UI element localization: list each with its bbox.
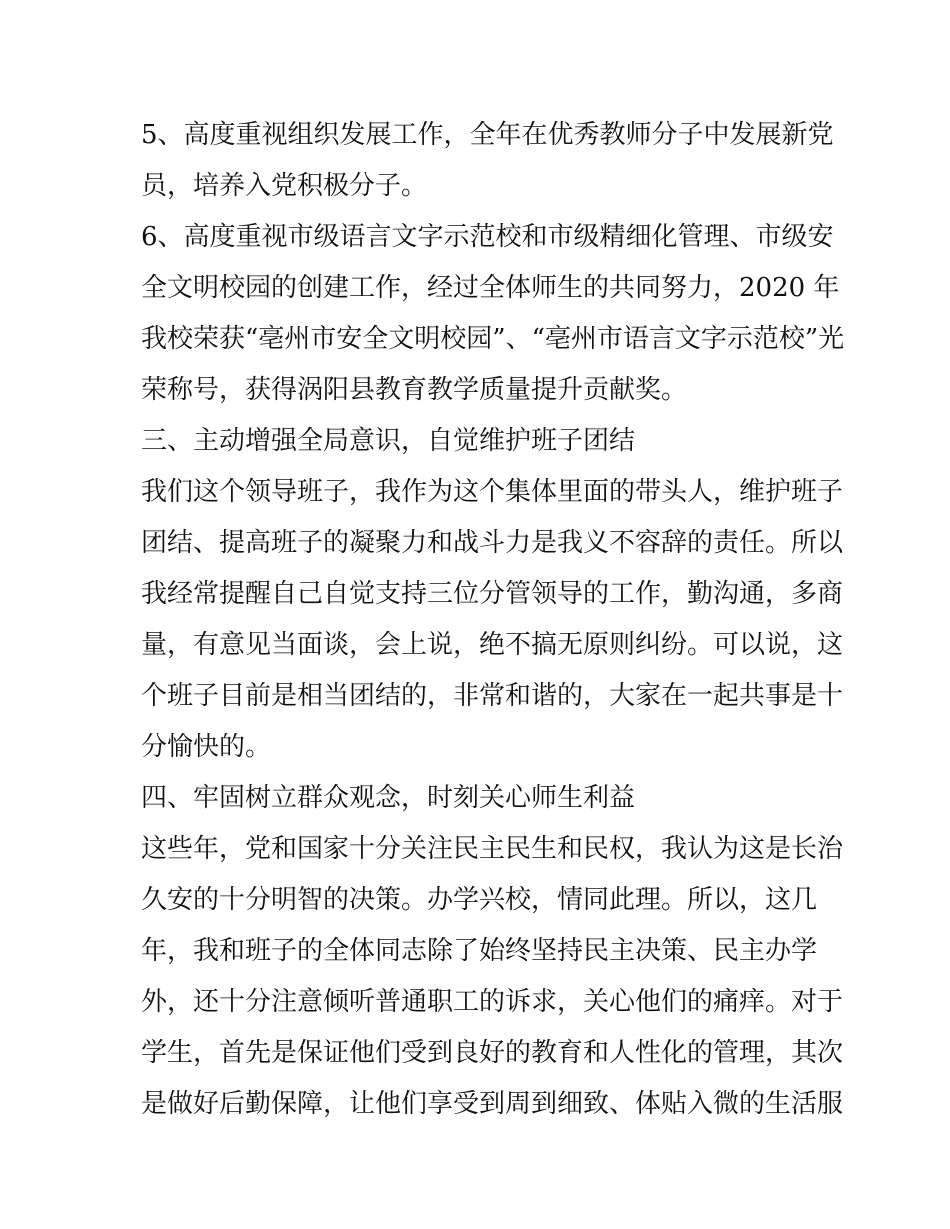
text-line: 员，培养入党积极分子。 [141, 171, 428, 201]
text-line: 学生，首先是保证他们受到良好的教育和人性化的管理，其次 [141, 1038, 844, 1068]
text-line: 这些年，党和国家十分关注民主民生和民权，我认为这是长治 [141, 834, 844, 864]
text-line: 全文明校园的创建工作，经过全体师生的共同努力，2020 年 [141, 273, 840, 303]
text-line: 荣称号，获得涡阳县教育教学质量提升贡献奖。 [141, 375, 688, 405]
text-line: 分愉快的。 [141, 732, 272, 762]
text-line: 年，我和班子的全体同志除了始终坚持民主决策、民主办学 [141, 936, 818, 966]
body-text [141, 110, 845, 1130]
text-line: 我们这个领导班子，我作为这个集体里面的带头人，维护班子 [141, 477, 844, 507]
text-line: 我经常提醒自己自觉支持三位分管领导的工作，勤沟通，多商 [141, 579, 844, 609]
section-heading: 四、牢固树立群众观念，时刻关心师生利益 [141, 783, 636, 813]
text-line: 团结、提高班子的凝聚力和战斗力是我义不容辞的责任。所以 [141, 528, 844, 558]
text-line: 久安的十分明智的决策。办学兴校，情同此理。所以，这几 [141, 885, 818, 915]
text-line: 6、高度重视市级语言文字示范校和市级精细化管理、市级安 [141, 222, 834, 252]
text-line: 我校荣获“亳州市安全文明校园”、“亳州市语言文字示范校”光 [141, 324, 845, 354]
text-line: 外，还十分注意倾听普通职工的诉求，关心他们的痛痒。对于 [141, 987, 844, 1017]
section-heading: 三、主动增强全局意识，自觉维护班子团结 [141, 426, 636, 456]
text-line: 是做好后勤保障，让他们享受到周到细致、体贴入微的生活服 [141, 1089, 844, 1119]
text-line: 5、高度重视组织发展工作，全年在优秀教师分子中发展新党 [141, 120, 834, 150]
text-line: 个班子目前是相当团结的，非常和谐的，大家在一起共事是十 [141, 681, 844, 711]
text-line: 量，有意见当面谈，会上说，绝不搞无原则纠纷。可以说，这 [141, 630, 844, 660]
